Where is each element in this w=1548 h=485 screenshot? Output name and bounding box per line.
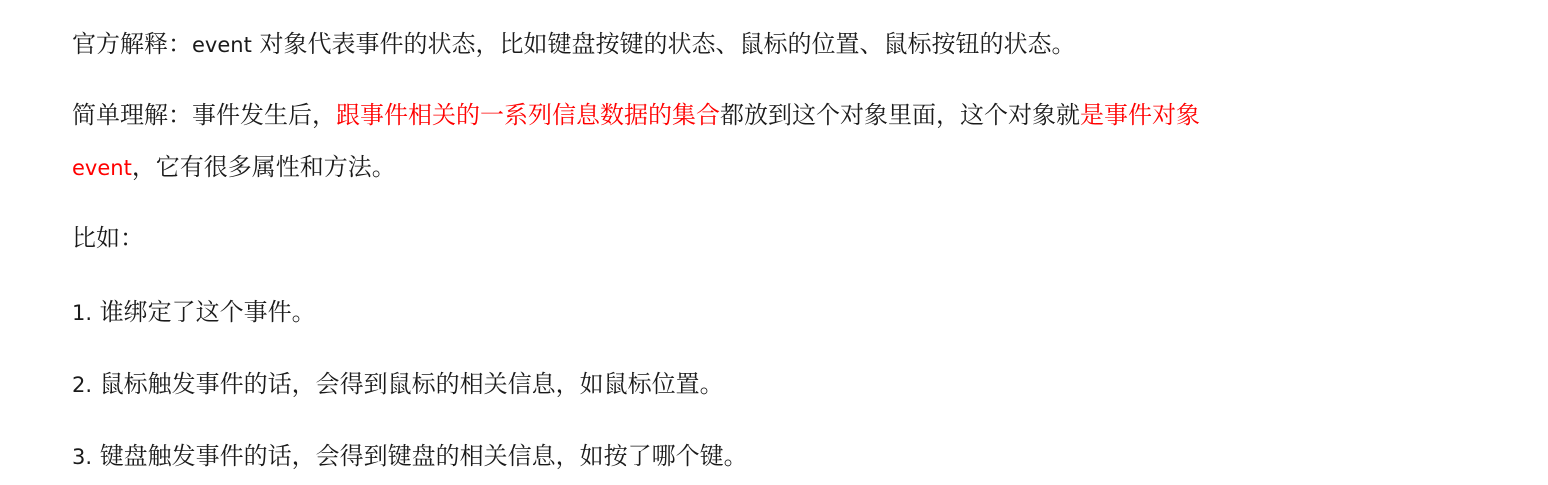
list-item-number: 3. — [72, 445, 93, 469]
event-keyword: event — [192, 33, 252, 57]
simple-explanation — [72, 89, 1200, 194]
list-item — [72, 430, 748, 483]
official-label: 官方解释： — [72, 30, 192, 58]
highlight-event-keyword: event — [72, 156, 132, 180]
simple-text-before: 事件发生后， — [192, 101, 336, 129]
example-heading: 比如： — [72, 224, 144, 252]
list-item-text: 键盘触发事件的话，会得到键盘的相关信息，如按了哪个键。 — [99, 442, 748, 470]
simple-line-2 — [72, 141, 1200, 194]
highlight-event-object: 是事件对象 — [1080, 101, 1200, 129]
simple-label: 简单理解： — [72, 101, 192, 129]
list-item-number: 2. — [72, 373, 93, 397]
list-item-number: 1. — [72, 301, 93, 325]
official-explanation — [72, 18, 1075, 71]
simple-text-middle: 都放到这个对象里面，这个对象就 — [720, 101, 1080, 129]
highlight-info-collection: 跟事件相关的一系列信息数据的集合 — [336, 101, 720, 129]
simple-text-after: ，它有很多属性和方法。 — [131, 153, 396, 181]
list-item-text: 鼠标触发事件的话，会得到鼠标的相关信息，如鼠标位置。 — [99, 370, 724, 398]
list-item — [72, 358, 724, 411]
official-text: 对象代表事件的状态，比如键盘按键的状态、鼠标的位置、鼠标按钮的状态。 — [251, 30, 1076, 58]
list-item-text: 谁绑定了这个事件。 — [99, 298, 316, 326]
simple-line-1 — [72, 89, 1200, 141]
list-item — [72, 286, 316, 339]
